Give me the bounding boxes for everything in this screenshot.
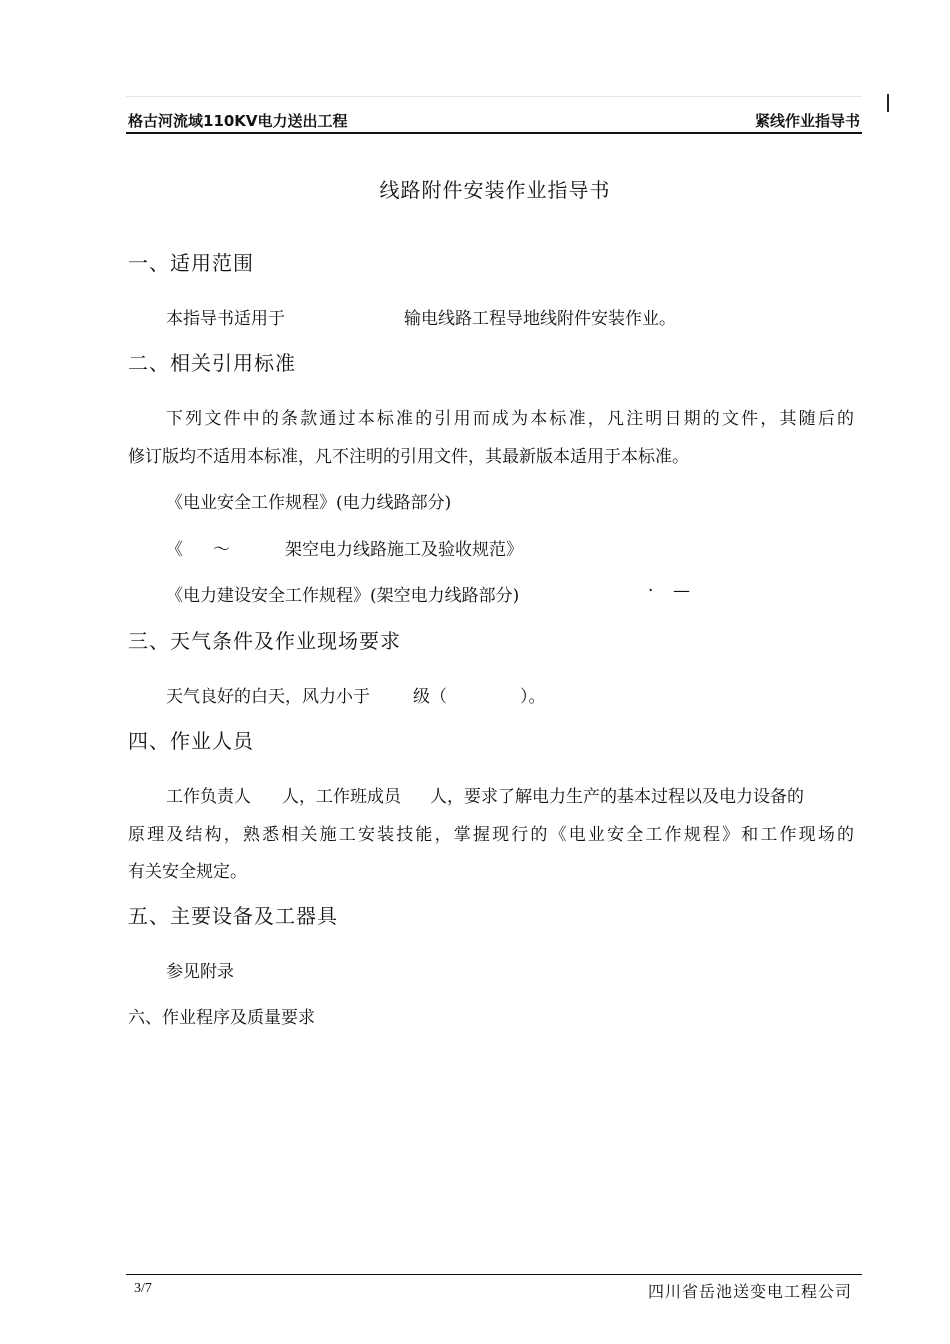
header-project-name: 格古河流域110KV电力送出工程 <box>128 112 348 130</box>
section-3-text-c: ）。 <box>520 687 546 707</box>
top-rule <box>126 96 862 97</box>
reference-2-tilde: ～ <box>213 540 230 560</box>
footer-company: 四川省岳池送变电工程公司 <box>647 1282 852 1301</box>
header-rule <box>126 132 862 134</box>
section-2-heading: 二、相关引用标准 <box>128 351 296 375</box>
section-3-text-a: 天气良好的白天，风力小于 <box>166 687 370 707</box>
page-number: 3/7 <box>134 1281 152 1296</box>
section-4-line1-c: 人，要求了解电力生产的基本过程以及电力设备的 <box>430 787 804 807</box>
reference-2-open: 《 <box>166 540 183 560</box>
section-4-line1-a: 工作负责人 <box>166 787 251 807</box>
section-1-text-a: 本指导书适用于 <box>166 309 285 329</box>
section-4-line3: 有关安全规定。 <box>128 862 247 882</box>
reference-1: 《电业安全工作规程》(电力线路部分) <box>166 493 452 513</box>
section-5-heading: 五、主要设备及工器具 <box>128 904 338 928</box>
section-4-heading: 四、作业人员 <box>128 729 254 753</box>
document-title: 线路附件安装作业指导书 <box>379 178 611 202</box>
reference-2-text: 架空电力线路施工及验收规范》 <box>285 540 523 560</box>
section-4-line2: 原理及结构，熟悉相关施工安装技能，掌握现行的《电业安全工作规程》和工作现场的 <box>128 825 854 845</box>
section-5-text: 参见附录 <box>166 962 234 982</box>
reference-3-dash: — <box>673 581 690 601</box>
footer-rule <box>126 1274 862 1275</box>
section-1-heading: 一、适用范围 <box>128 251 254 275</box>
section-1-text-b: 输电线路工程导地线附件安装作业。 <box>404 309 676 329</box>
header-doc-type: 紧线作业指导书 <box>754 112 860 130</box>
section-2-para-line2: 修订版均不适用本标准，凡不注明的引用文件，其最新版本适用于本标准。 <box>128 447 689 467</box>
corner-mark <box>887 94 889 112</box>
reference-3-dot: · <box>648 581 654 601</box>
section-3-heading: 三、天气条件及作业现场要求 <box>128 629 401 653</box>
section-2-para-line1: 下列文件中的条款通过本标准的引用而成为本标准，凡注明日期的文件，其随后的 <box>166 409 854 429</box>
section-4-line1-b: 人，工作班成员 <box>282 787 401 807</box>
section-3-text-b: 级（ <box>413 687 447 707</box>
section-6-heading: 六、作业程序及质量要求 <box>128 1008 315 1028</box>
reference-3: 《电力建设安全工作规程》(架空电力线路部分) <box>166 586 520 606</box>
